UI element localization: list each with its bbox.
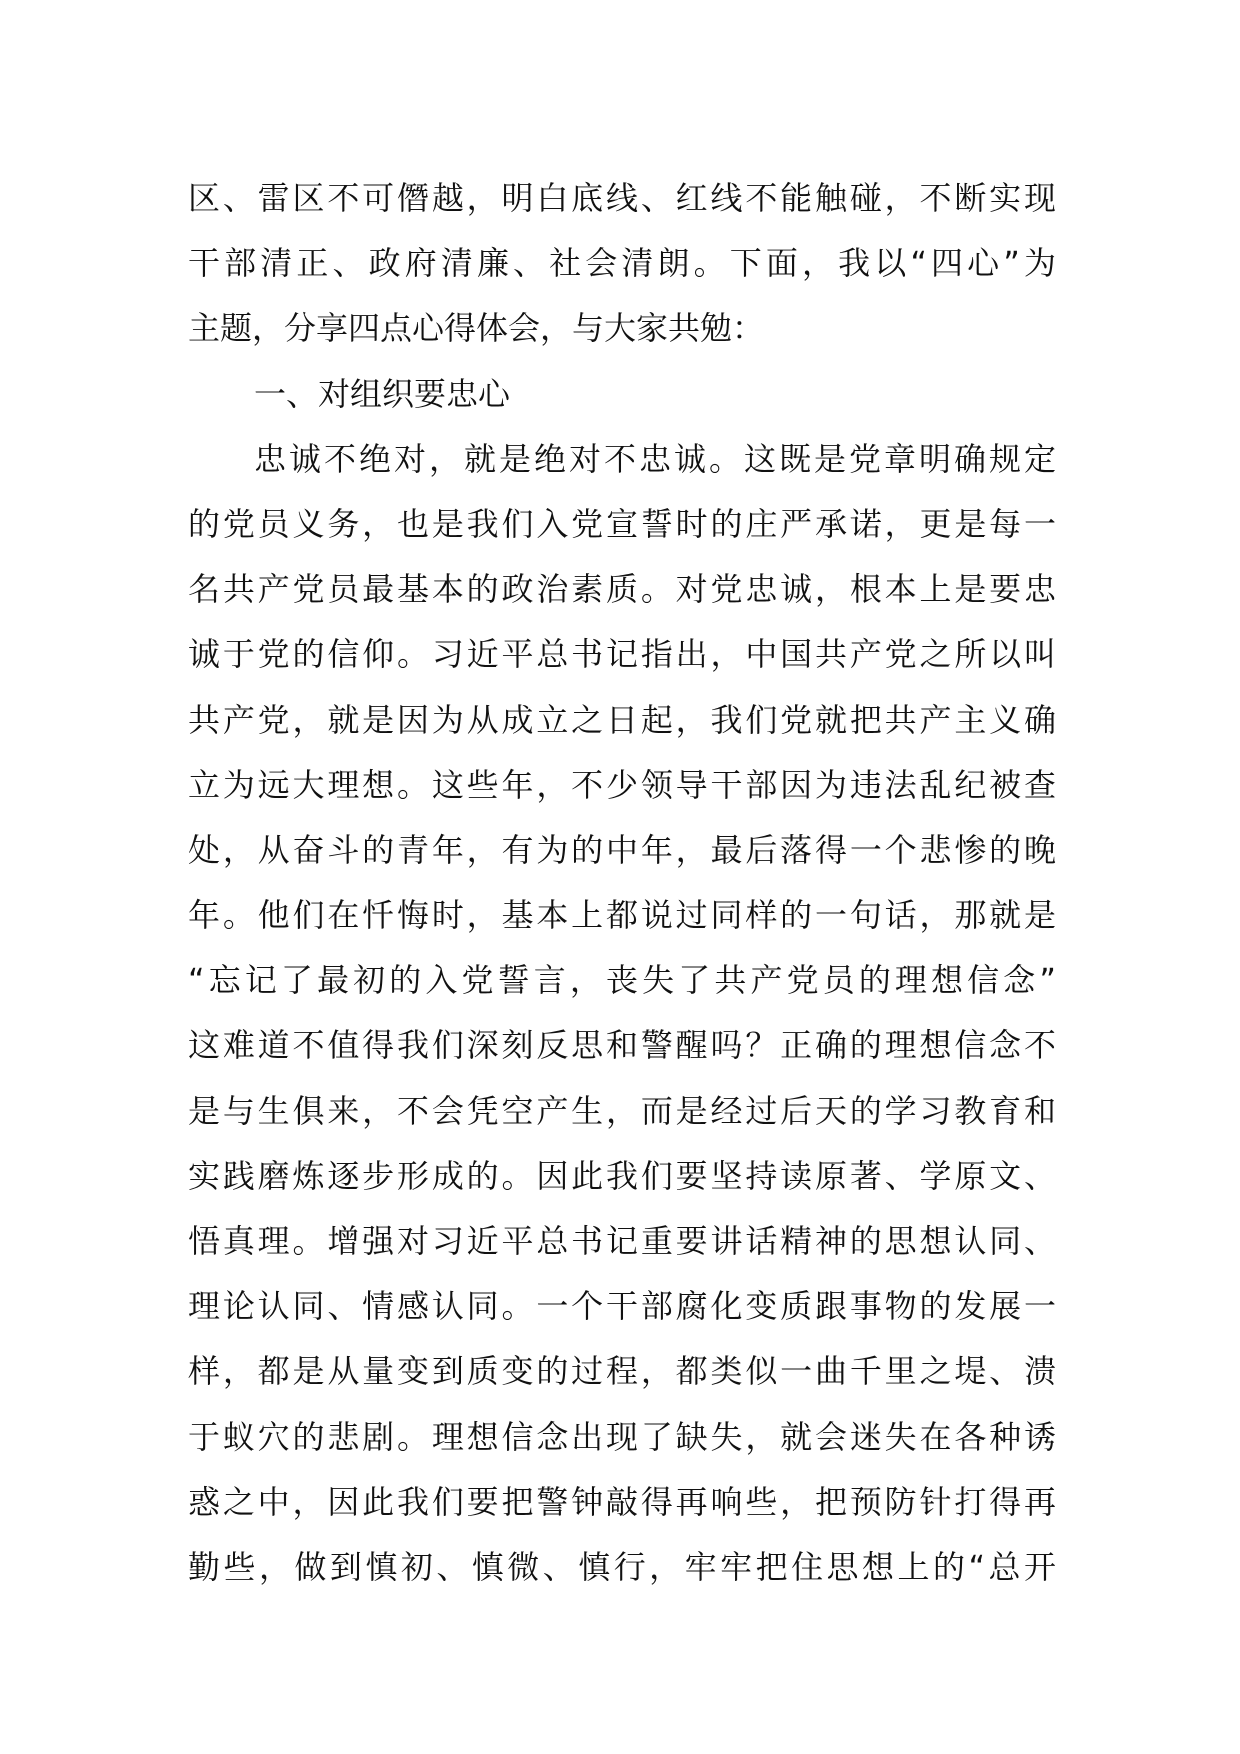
section-heading: 一、对组织要忠心 bbox=[254, 374, 511, 413]
text-line: 的党员义务，也是我们入党宣誓时的庄严承诺，更是每一 bbox=[188, 504, 1056, 543]
text-line: 处，从奋斗的青年，有为的中年，最后落得一个悲惨的晚 bbox=[188, 830, 1056, 869]
text-line: 实践磨炼逐步形成的。因此我们要坚持读原著、学原文、 bbox=[188, 1156, 1056, 1195]
text-line: 惑之中，因此我们要把警钟敲得再响些，把预防针打得再 bbox=[188, 1482, 1056, 1521]
text-line: 立为远大理想。这些年，不少领导干部因为违法乱纪被查 bbox=[188, 765, 1056, 804]
text-line: 是与生俱来，不会凭空产生，而是经过后天的学习教育和 bbox=[188, 1091, 1056, 1130]
text-line: 于蚁穴的悲剧。理想信念出现了缺失，就会迷失在各种诱 bbox=[188, 1417, 1056, 1456]
text-line: 诚于党的信仰。习近平总书记指出，中国共产党之所以叫 bbox=[188, 635, 1056, 674]
text-line: 样，都是从量变到质变的过程，都类似一曲千里之堤、溃 bbox=[188, 1352, 1056, 1391]
text-line: 勤些，做到慎初、慎微、慎行，牢牢把住思想上的“总开 bbox=[188, 1547, 1056, 1586]
text-line: 悟真理。增强对习近平总书记重要讲话精神的思想认同、 bbox=[188, 1222, 1056, 1260]
text-line: 名共产党员最基本的政治素质。对党忠诚，根本上是要忠 bbox=[188, 570, 1056, 609]
text-line: 共产党，就是因为从成立之日起，我们党就把共产主义确 bbox=[188, 700, 1056, 739]
text-line: 理论认同、情感认同。一个干部腐化变质跟事物的发展一 bbox=[188, 1287, 1056, 1326]
text-line: 干部清正、政府清廉、社会清朗。下面，我以“四心”为 bbox=[188, 244, 1056, 283]
text-line: “忘记了最初的入党誓言，丧失了共产党员的理想信念” bbox=[188, 961, 1056, 1000]
text-line: 区、雷区不可僭越，明白底线、红线不能触碰，不断实现 bbox=[188, 179, 1056, 217]
text-line: 年。他们在忏悔时，基本上都说过同样的一句话，那就是 bbox=[188, 896, 1056, 935]
paragraph-first-line: 忠诚不绝对，就是绝对不忠诚。这既是党章明确规定 bbox=[254, 439, 1056, 478]
text-line: 主题，分享四点心得体会，与大家共勉： bbox=[188, 309, 765, 348]
body-text bbox=[188, 166, 1056, 1600]
text-line: 这难道不值得我们深刻反思和警醒吗？正确的理想信念不 bbox=[188, 1026, 1056, 1065]
